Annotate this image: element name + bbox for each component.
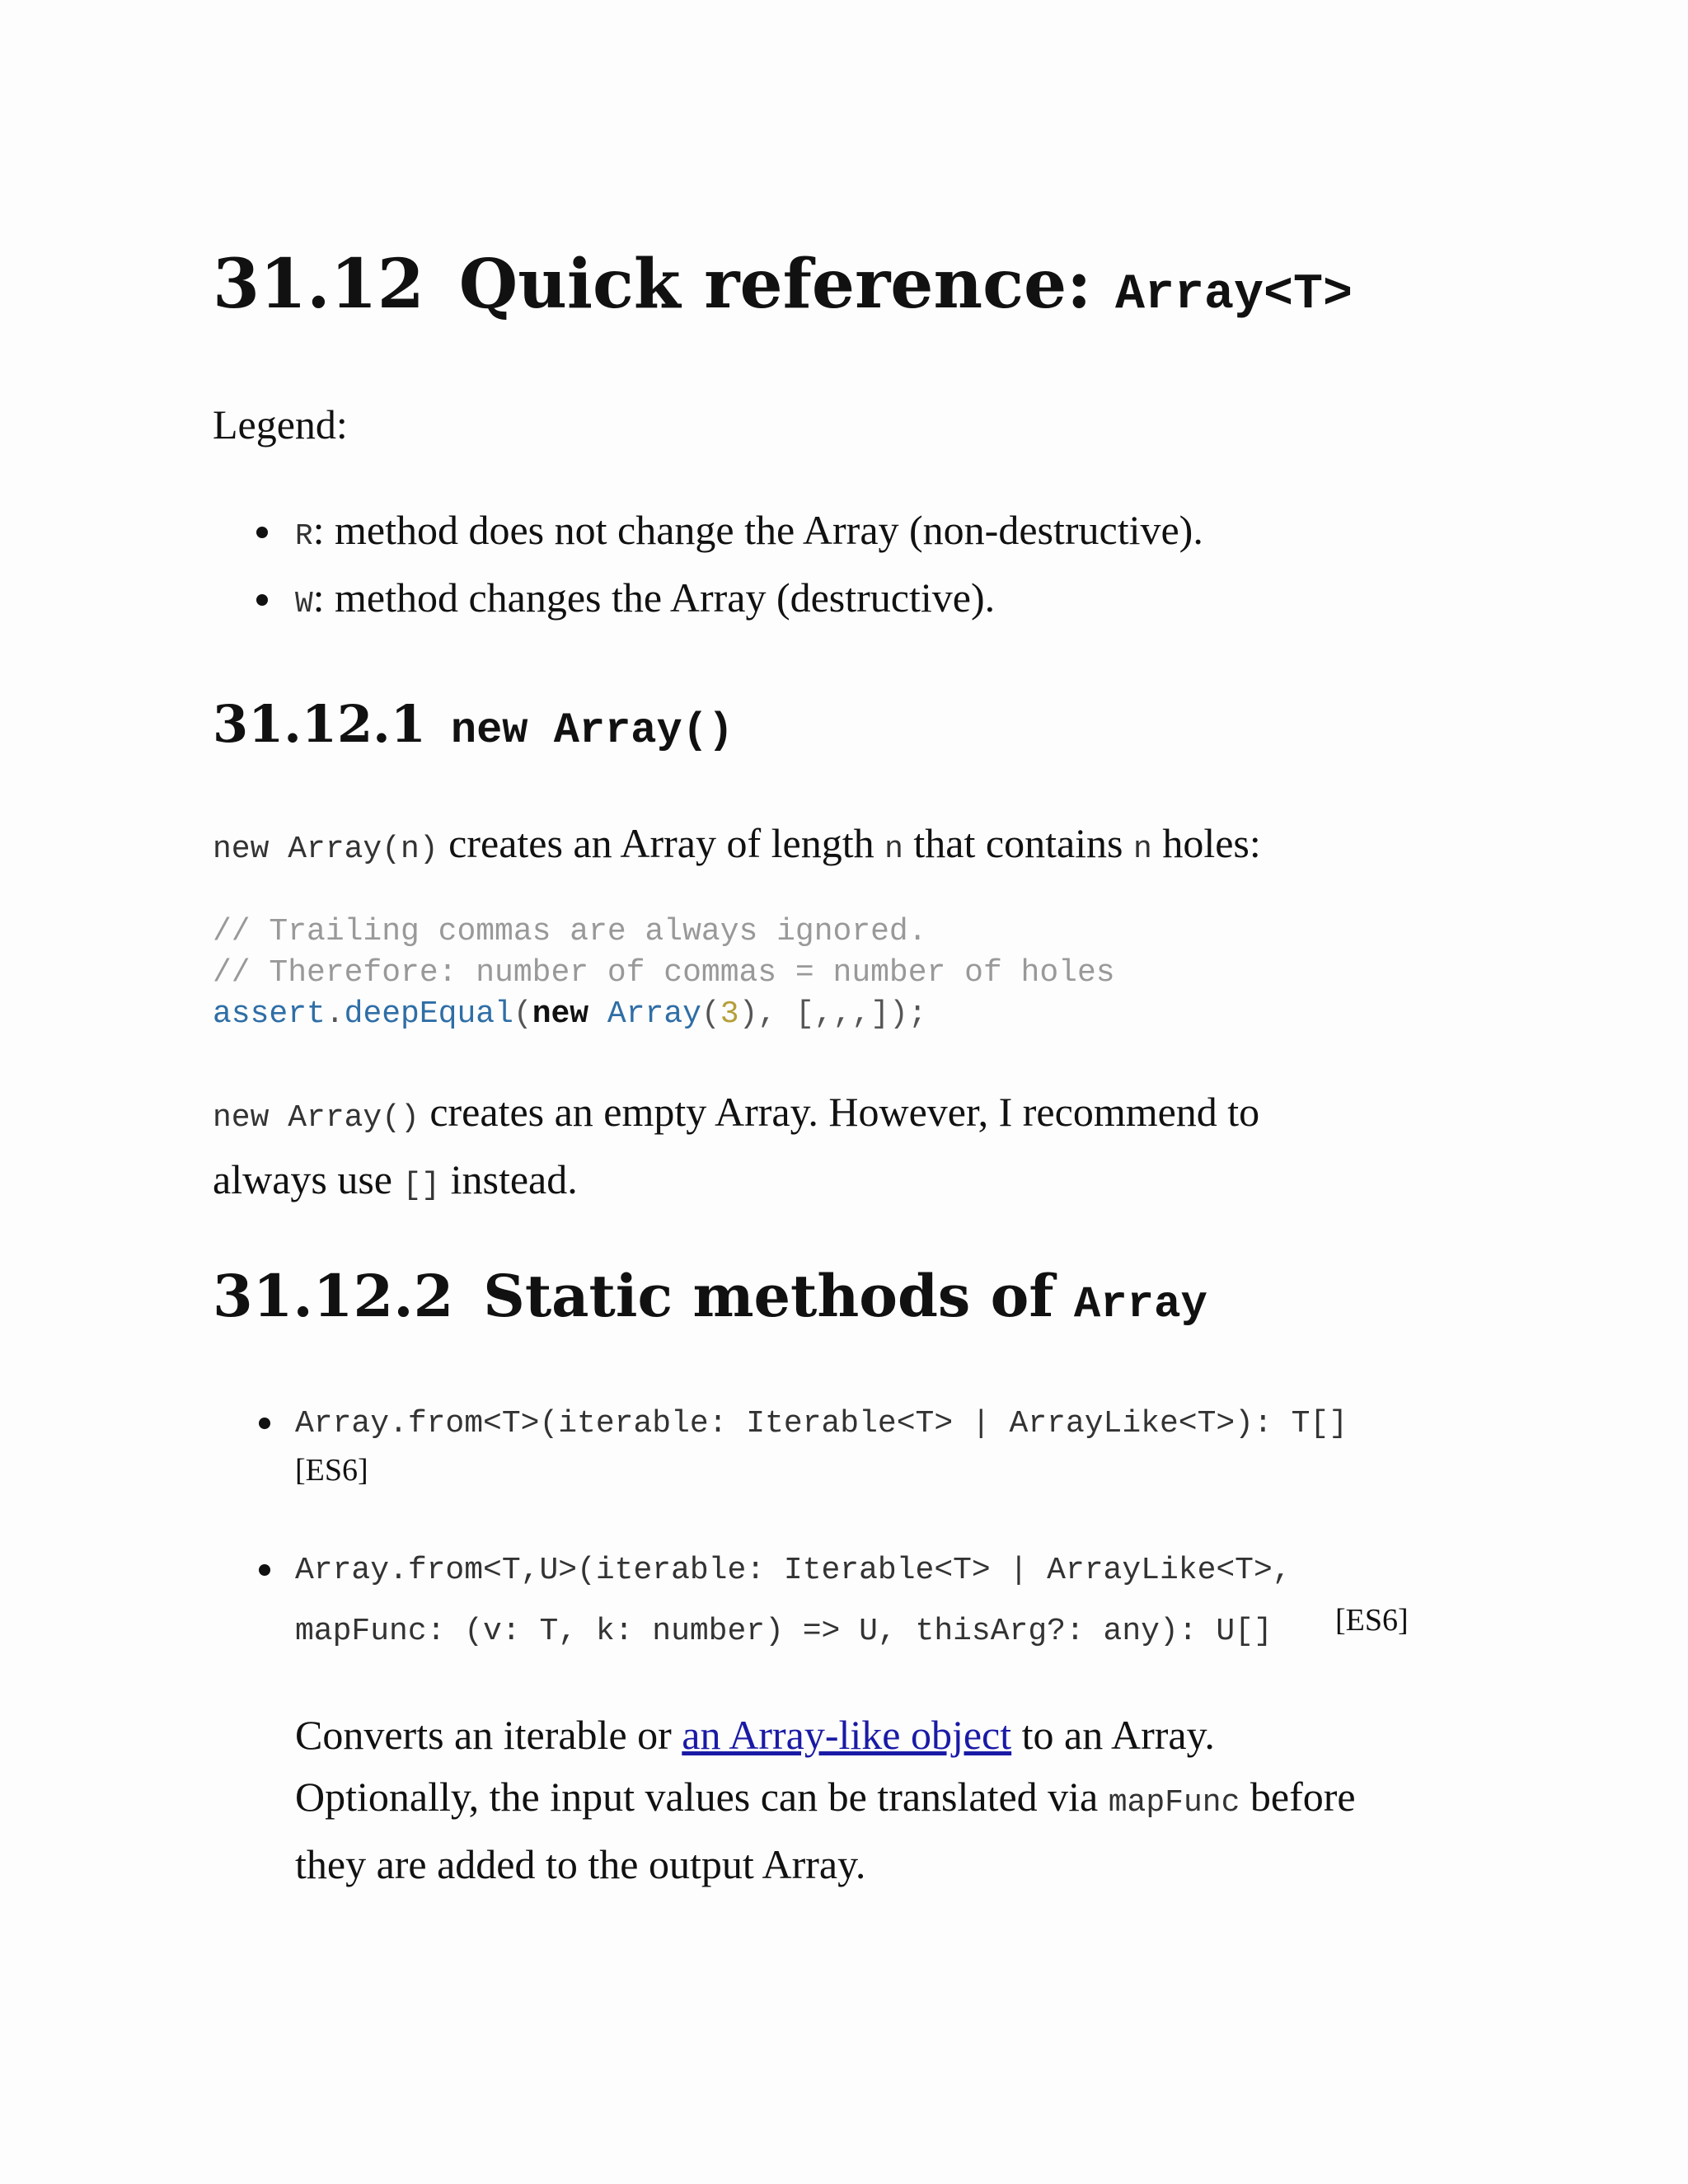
section-code: new Array()	[450, 706, 734, 755]
es6-tag: [ES6]	[295, 1453, 368, 1488]
text-run: Optionally, the input values can be translated via	[295, 1774, 1109, 1820]
text-run: creates an Array of length	[438, 820, 885, 866]
bullet-icon	[259, 1418, 270, 1429]
section-number: 31.12.1	[213, 694, 426, 754]
inline-code: n	[884, 832, 903, 867]
array-like-object-link[interactable]: an Array-like object	[682, 1712, 1012, 1758]
legend-item	[213, 567, 1203, 635]
inline-code: n	[1133, 832, 1152, 867]
legend-list	[213, 499, 1203, 635]
text-run: always use	[213, 1156, 403, 1202]
inline-code: new Array()	[213, 1100, 420, 1136]
text-run: instead.	[440, 1156, 578, 1202]
method-signature-continued: mapFunc: (v: T, k: number) => U, thisArg?: any): U[]	[295, 1614, 1273, 1649]
code-token: deepEqual	[344, 996, 513, 1032]
bullet-icon	[259, 1564, 270, 1576]
bullet-icon	[256, 594, 268, 606]
code-token: assert	[213, 996, 326, 1032]
code-token: Array	[607, 996, 701, 1032]
text-run: Converts an iterable or	[295, 1712, 682, 1758]
code-token: ), [,,,]);	[738, 996, 927, 1032]
title-code: Array<T>	[1115, 267, 1353, 323]
code-token: .	[325, 996, 345, 1032]
code-token: (	[701, 996, 720, 1032]
legend-code: R	[295, 519, 313, 553]
paragraph	[213, 813, 1261, 880]
section-heading-static-methods	[213, 1262, 1207, 1330]
legend-label: Legend:	[213, 401, 348, 448]
section-text: Static methods of	[483, 1262, 1054, 1330]
description-line	[295, 1704, 1482, 1766]
legend-item	[213, 499, 1203, 567]
code-comment: // Therefore: number of commas = number of holes	[213, 955, 1115, 991]
code-token: 3	[720, 996, 739, 1032]
legend-code: W	[295, 587, 313, 621]
section-number: 31.12	[213, 245, 424, 324]
paragraph	[213, 1081, 1259, 1216]
code-token: (	[513, 996, 532, 1032]
inline-code: mapFunc	[1108, 1785, 1240, 1821]
inline-code: []	[402, 1168, 441, 1203]
method-signature: Array.from<T,U>(iterable: Iterable<T> | ArrayLike<T>,	[295, 1553, 1292, 1588]
legend-text: : method does not change the Array (non-destructive).	[312, 507, 1203, 553]
section-heading-new-array	[213, 694, 734, 755]
section-code: Array	[1073, 1280, 1207, 1330]
text-run: to an Array.	[1011, 1712, 1215, 1758]
section-number: 31.12.2	[213, 1262, 454, 1330]
code-comment: // Trailing commas are always ignored.	[213, 914, 927, 949]
text-run: holes:	[1151, 820, 1261, 866]
text-run: creates an empty Array. However, I recommend to	[419, 1089, 1260, 1135]
code-token	[588, 996, 607, 1032]
legend-text: : method changes the Array (destructive).	[312, 574, 996, 621]
text-run: that contains	[903, 820, 1134, 866]
text-run: before	[1240, 1774, 1356, 1820]
bullet-icon	[256, 527, 268, 538]
code-block	[213, 912, 1115, 1035]
title-text: Quick reference:	[458, 245, 1092, 324]
method-signature: Array.from<T>(iterable: Iterable<T> | ArrayLike<T>): T[]	[295, 1406, 1348, 1441]
description-line: they are added to the output Array.	[295, 1841, 866, 1887]
es6-tag: [ES6]	[1335, 1603, 1409, 1638]
code-line	[213, 994, 1115, 1035]
method-description	[295, 1704, 1482, 1896]
code-token: new	[532, 996, 589, 1032]
description-line	[295, 1766, 1482, 1834]
page-title	[213, 245, 1353, 324]
inline-code: new Array(n)	[213, 832, 438, 867]
